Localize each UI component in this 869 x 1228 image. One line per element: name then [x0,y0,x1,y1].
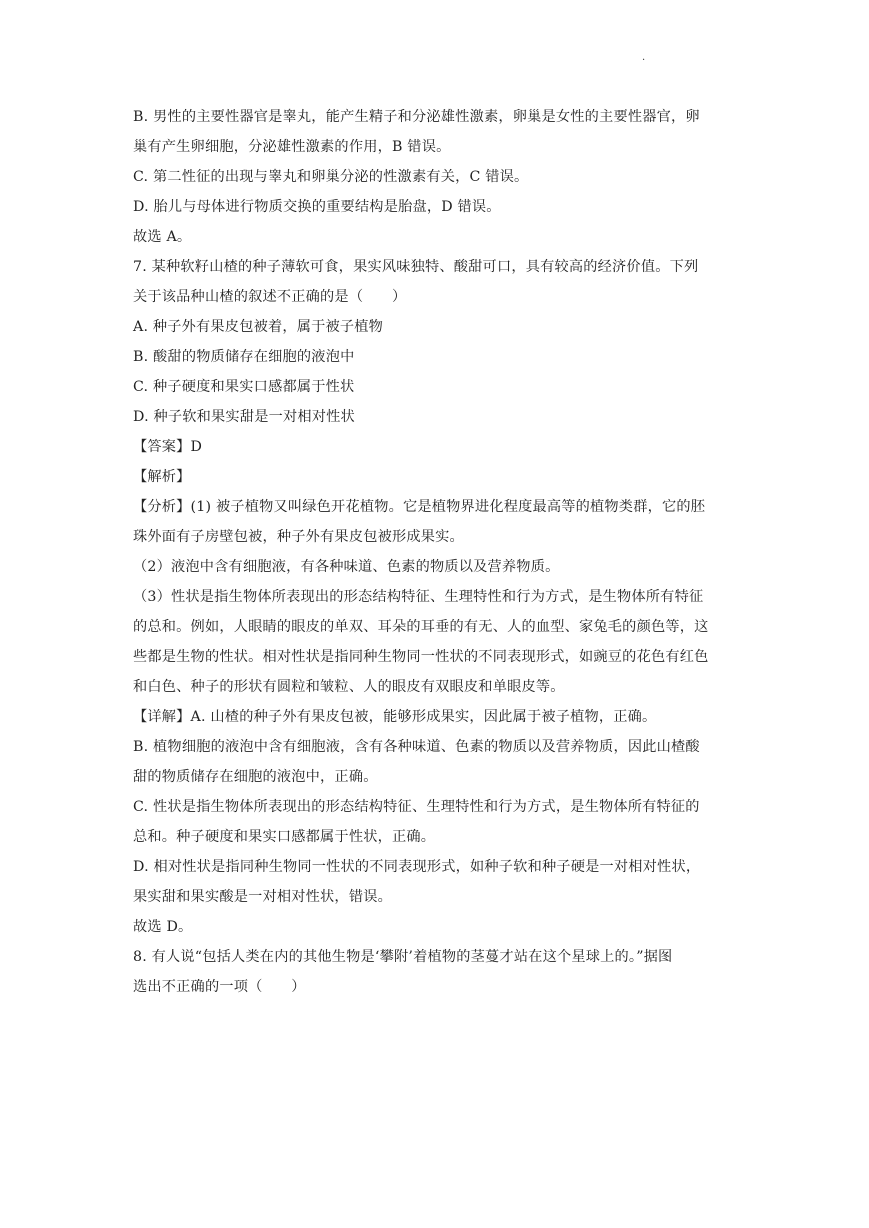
text-line: 【详解】A. 山楂的种子外有果皮包被，能够形成果实，因此属于被子植物，正确。 [133,709,657,725]
option-b: B. 酸甜的物质储存在细胞的液泡中 [133,349,355,365]
document-body [133,102,739,1002]
page-dot: . [642,52,646,63]
text-line: 甜的物质储存在细胞的液泡中，正确。 [133,769,378,785]
analysis-heading: 【解析】 [133,469,191,485]
option-c: C. 种子硬度和果实口感都属于性状 [133,379,355,395]
option-d: D. 种子软和果实甜是一对相对性状 [133,409,355,425]
text-line: 故选 D。 [133,919,193,935]
text-line: 些都是生物的性状。相对性状是指同种生物同一性状的不同表现形式，如豌豆的花色有红色 [133,649,709,665]
option-a: A. 种子外有果皮包被着，属于被子植物 [133,319,384,335]
text-line: 珠外面有子房壁包被，种子外有果皮包被形成果实。 [133,529,464,545]
question-7-stem: 关于该品种山楂的叙述不正确的是（ ） [133,289,407,305]
question-8-stem: 8. 有人说“包括人类在内的其他生物是‘攀附’着植物的茎蔓才站在这个星球上的。”据图 [133,949,673,965]
text-line: D. 胎儿与母体进行物质交换的重要结构是胎盘，D 错误。 [133,199,501,215]
text-line: 【分析】(1) 被子植物又叫绿色开花植物。它是植物界进化程度最高等的植物类群，它的胚 [133,499,706,515]
text-line: 的总和。例如，人眼睛的眼皮的单双、耳朵的耳垂的有无、人的血型、家兔毛的颜色等，这 [133,619,709,635]
text-line: （2）液泡中含有细胞液，有各种味道、色素的物质以及营养物质。 [133,559,560,575]
question-7-stem: 7. 某种软籽山楂的种子薄软可食，果实风味独特、酸甜可口，具有较高的经济价值。下列 [133,259,699,275]
text-line: D. 相对性状是指同种生物同一性状的不同表现形式，如种子软和种子硬是一对相对性状， [133,859,701,875]
text-line: 巢有产生卵细胞，分泌雄性激素的作用，B 错误。 [133,139,451,155]
text-line: C. 性状是指生物体所表现出的形态结构特征、生理特性和行为方式，是生物体所有特征的 [133,799,700,815]
text-line: 果实甜和果实酸是一对相对性状，错误。 [133,889,392,905]
text-line: 故选 A。 [133,229,192,245]
answer-line: 【答案】D [133,439,203,455]
question-8-stem: 选出不正确的一项（ ） [133,979,306,995]
text-line: 和白色、种子的形状有圆粒和皱粒、人的眼皮有双眼皮和单眼皮等。 [133,679,565,695]
text-line: B. 植物细胞的液泡中含有细胞液，含有各种味道、色素的物质以及营养物质，因此山楂酸 [133,739,700,755]
text-line: （3）性状是指生物体所表现出的形态结构特征、生理特性和行为方式，是生物体所有特征 [133,589,704,605]
text-line: C. 第二性征的出现与睾丸和卵巢分泌的性激素有关，C 错误。 [133,169,529,185]
text-line: B. 男性的主要性器官是睾丸，能产生精子和分泌雄性激素，卵巢是女性的主要性器官，卵 [133,109,700,125]
text-line: 总和。种子硬度和果实口感都属于性状，正确。 [133,829,436,845]
